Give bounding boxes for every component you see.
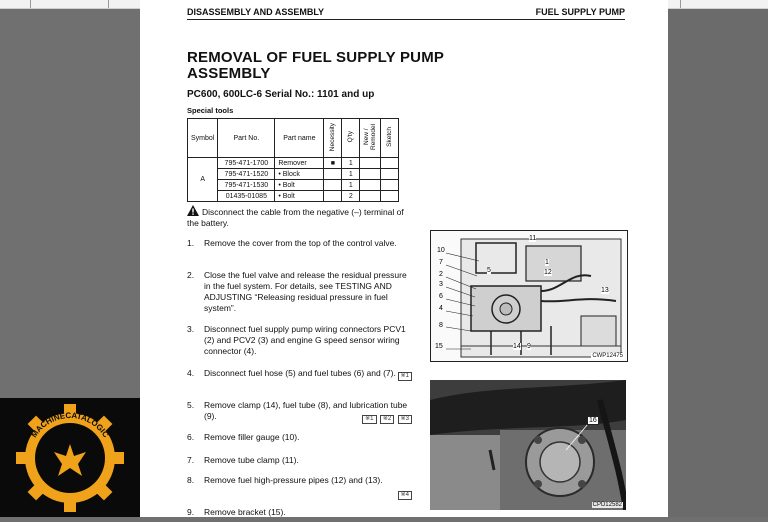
part-no-cell: 795-471-1700 <box>218 158 275 169</box>
battery-warning <box>187 205 412 229</box>
pump-diagram-drawing <box>431 231 627 361</box>
header-rule <box>187 19 625 20</box>
step-number: 5. <box>187 400 195 410</box>
toolbar-separator <box>108 0 109 8</box>
table-row <box>188 169 399 180</box>
callout-label: 15 <box>435 343 443 350</box>
table-row <box>188 180 399 191</box>
special-tools-table <box>187 118 399 202</box>
figure-id: CWP12475 <box>592 353 623 359</box>
pump-diagram-figure <box>430 230 628 362</box>
step-item <box>187 368 412 381</box>
necessity-cell <box>324 191 342 202</box>
step-text: Remove bracket (15). <box>204 507 286 517</box>
step-item <box>187 324 412 357</box>
callout-label: 11 <box>529 235 537 242</box>
watermark-logo <box>0 398 140 517</box>
chapter-header: FUEL SUPPLY PUMP <box>535 7 625 17</box>
qty-cell: 1 <box>342 180 360 191</box>
step-text: Disconnect fuel hose (5) and fuel tubes (6) and (7). <box>204 368 396 378</box>
step-text: Disconnect fuel supply pump wiring connectors PCV1 (2) and PCV2 (3) and engine G speed sensor wiring connector (4). <box>204 324 406 356</box>
callout-label: 16 <box>589 417 597 424</box>
step-number: 2. <box>187 270 195 280</box>
necessity-cell <box>324 169 342 180</box>
step-item <box>187 270 412 314</box>
viewer-right-margin <box>668 9 768 517</box>
toolbar-separator <box>30 0 31 8</box>
column-header: New / Remodel <box>360 119 381 158</box>
column-header: Q'ty <box>342 119 360 158</box>
callout-label: 10 <box>437 247 445 254</box>
qty-cell: 2 <box>342 191 360 202</box>
step-number: 6. <box>187 432 195 442</box>
part-no-cell: 795-471-1520 <box>218 169 275 180</box>
reference-tag: ※3 <box>398 415 412 424</box>
warning-icon <box>187 205 199 216</box>
step-text: Remove the cover from the top of the control valve. <box>204 238 397 248</box>
step-item <box>187 432 412 443</box>
step-text: Remove fuel high-pressure pipes (12) and (13). <box>204 475 383 485</box>
column-header: Symbol <box>188 119 218 158</box>
qty-cell: 1 <box>342 169 360 180</box>
step-number: 7. <box>187 455 195 465</box>
step-text: Remove clamp (14), fuel tube (8), and lubrication tube (9). <box>204 400 408 421</box>
step-number: 1. <box>187 238 195 248</box>
reference-tag: ※4 <box>398 491 412 500</box>
callout-label: 14 <box>513 343 521 350</box>
part-name-cell: • Block <box>275 169 324 180</box>
special-tools-label: Special tools <box>187 106 234 115</box>
callout-label: 7 <box>439 259 443 266</box>
step-text: Remove filler gauge (10). <box>204 432 300 442</box>
callout-label: 1 <box>545 259 549 266</box>
callout-label: 12 <box>544 269 552 276</box>
sketch-cell <box>381 169 399 180</box>
new-remodel-cell <box>360 191 381 202</box>
callout-label: 9 <box>527 343 531 350</box>
callout-label: 4 <box>439 305 443 312</box>
toolbar-separator <box>680 0 681 8</box>
pump-photo-figure <box>430 380 626 510</box>
column-header: Necessity <box>324 119 342 158</box>
callout-label: 2 <box>439 271 443 278</box>
callout-label: 8 <box>439 322 443 329</box>
step-item <box>187 400 412 424</box>
part-no-cell: 01435-01085 <box>218 191 275 202</box>
column-header: Part No. <box>218 119 275 158</box>
necessity-cell <box>324 180 342 191</box>
serial-number: PC600, 600LC-6 Serial No.: 1101 and up <box>187 89 375 100</box>
step-item <box>187 475 412 500</box>
sketch-cell <box>381 158 399 169</box>
necessity-cell: ■ <box>324 158 342 169</box>
page-title: REMOVAL OF FUEL SUPPLY PUMP ASSEMBLY <box>187 49 444 82</box>
step-number: 8. <box>187 475 195 485</box>
step-item <box>187 507 412 517</box>
new-remodel-cell <box>360 169 381 180</box>
svg-text:MACHINECATALOGIC: MACHINECATALOGIC <box>29 410 111 440</box>
part-name-cell: • Bolt <box>275 191 324 202</box>
callout-label: 3 <box>439 281 443 288</box>
callout-label: 6 <box>439 293 443 300</box>
step-number: 4. <box>187 368 195 378</box>
table-row <box>188 191 399 202</box>
sketch-cell <box>381 191 399 202</box>
column-header: Sketch <box>381 119 399 158</box>
new-remodel-cell <box>360 158 381 169</box>
step-text: Remove tube clamp (11). <box>204 455 299 465</box>
reference-tag: ※1 <box>362 415 376 424</box>
table-row <box>188 158 399 169</box>
sketch-cell <box>381 180 399 191</box>
part-no-cell: 795-471-1530 <box>218 180 275 191</box>
figure-id: CPD12582 <box>592 502 622 508</box>
part-name-cell: Remover <box>275 158 324 169</box>
callout-label: 13 <box>601 287 609 294</box>
logo-ring-text <box>0 398 140 517</box>
reference-tags <box>187 412 412 424</box>
manual-page <box>140 0 668 517</box>
pump-photo-image <box>430 380 626 510</box>
section-header: DISASSEMBLY AND ASSEMBLY <box>187 7 325 17</box>
symbol-cell: A <box>188 158 218 202</box>
step-number: 3. <box>187 324 195 334</box>
step-number: 9. <box>187 507 195 517</box>
reference-tag: ※2 <box>380 415 394 424</box>
warning-text: Disconnect the cable from the negative (–) terminal of the battery. <box>187 207 404 228</box>
reference-tag: ※1 <box>398 372 412 381</box>
table-header-row <box>188 119 399 158</box>
qty-cell: 1 <box>342 158 360 169</box>
step-item <box>187 455 412 466</box>
part-name-cell: • Bolt <box>275 180 324 191</box>
new-remodel-cell <box>360 180 381 191</box>
reference-tags <box>187 488 412 500</box>
callout-label: 5 <box>487 267 491 274</box>
step-text: Close the fuel valve and release the residual pressure in the fuel system. For details, see TESTING AND ADJUSTING “Releasing residual pressure in fuel system”. <box>204 270 407 313</box>
column-header: Part name <box>275 119 324 158</box>
step-item <box>187 238 412 249</box>
